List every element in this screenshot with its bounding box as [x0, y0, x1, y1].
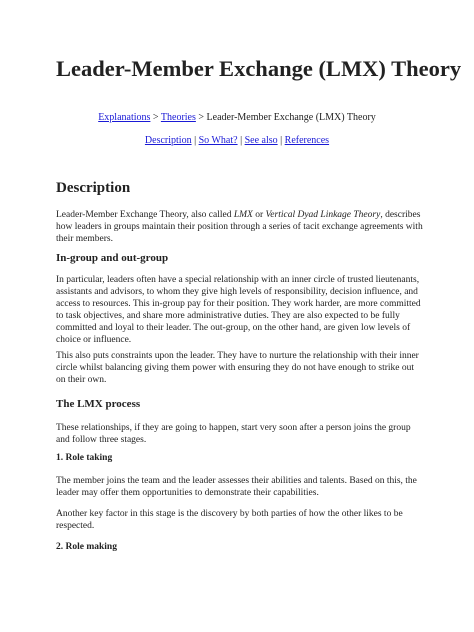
- section-link-see-also[interactable]: See also: [244, 135, 278, 146]
- section-nav: [0, 135, 474, 146]
- section-nav-separator: |: [191, 135, 199, 146]
- subheading-lmx-process: The LMX process: [56, 398, 141, 410]
- section-link-so-what[interactable]: So What?: [198, 135, 238, 146]
- in-group-paragraph-2: This also puts constraints upon the leader. They have to nurture the relationship with their inner circle whilst balancing giving them power with ensuring they do not have enough to strike out on their own.: [56, 351, 419, 385]
- breadcrumb: [0, 112, 474, 123]
- step-heading-role-making: 2. Role making: [56, 542, 117, 552]
- role-taking-paragraph-1: The member joins the team and the leader assesses their abilities and talents. Based on this, the leader may offer them opportunities to demonstrate their capabilities.: [56, 476, 417, 498]
- role-taking-paragraph-2: Another key factor in this stage is the discovery by both parties of how the other likes to be respected.: [56, 509, 403, 531]
- process-paragraph: These relationships, if they are going to happen, start very soon after a person joins the group and follow three stages.: [56, 423, 411, 445]
- intro-emphasis-lmx: LMX: [233, 210, 253, 220]
- subheading-in-group: In-group and out-group: [56, 252, 169, 264]
- breadcrumb-current: Leader-Member Exchange (LMX) Theory: [206, 112, 376, 123]
- page-title: Leader-Member Exchange (LMX) Theory: [56, 56, 462, 81]
- breadcrumb-separator: >: [150, 112, 161, 123]
- breadcrumb-separator: >: [195, 112, 207, 123]
- breadcrumb-link-theories[interactable]: Theories: [160, 112, 196, 123]
- step-heading-role-taking: 1. Role taking: [56, 453, 113, 463]
- section-link-references[interactable]: References: [284, 135, 330, 146]
- in-group-paragraph-1: In particular, leaders often have a special relationship with an inner circle of trusted lieutenants, assistants and advisors, to whom they give high levels of responsibility, decision influence, and access to resources. This in-group pay for their position. They work harder, are more committed to task objectives, and share more administrative duties. They are also expected to be fully committed and loyal to their leader. The out-group, on the other hand, are given low levels of choice or influence.: [56, 275, 421, 345]
- section-nav-separator: |: [237, 135, 245, 146]
- section-heading-description: Description: [56, 180, 131, 196]
- intro-text: Leader-Member Exchange Theory, also called: [56, 210, 234, 220]
- section-nav-separator: |: [277, 135, 285, 146]
- description-paragraph: [56, 209, 423, 245]
- intro-text: , describes how leaders in groups maintain their position through a series of tacit exchange agreements with their members.: [56, 210, 423, 244]
- section-link-description[interactable]: Description: [144, 135, 192, 146]
- intro-emphasis-vdl: Vertical Dyad Linkage Theory: [265, 210, 381, 220]
- intro-text: or: [252, 210, 266, 220]
- breadcrumb-link-explanations[interactable]: Explanations: [98, 112, 151, 123]
